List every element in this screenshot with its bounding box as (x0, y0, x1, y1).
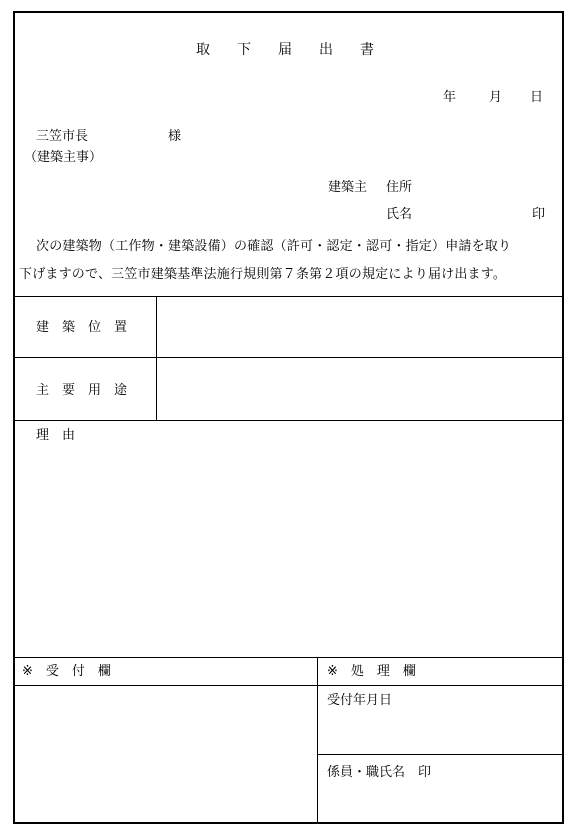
addressee-sub: （建築主事） (24, 150, 103, 165)
divider-fields-top (13, 296, 564, 297)
processing-header: ※処理欄 (327, 664, 429, 679)
date-day-label: 日 (530, 90, 544, 105)
applicant-address-label: 住所 (386, 180, 413, 195)
date-month-label: 月 (489, 90, 503, 105)
use-label: 主要用途 (36, 383, 141, 398)
divider-footer-column (317, 657, 318, 824)
addressee-honorific: 様 (168, 129, 182, 144)
divider-footer-header (13, 685, 564, 686)
form-frame (13, 11, 564, 824)
applicant-name-label: 氏名 (386, 207, 413, 222)
body-line-2: 下げますので、三笠市建築基準法施行規則第７条第２項の規定により届け出ます。 (19, 267, 507, 282)
applicant-role-label: 建築主 (328, 180, 368, 195)
date-year-label: 年 (443, 90, 457, 105)
divider-location (13, 357, 564, 358)
location-label: 建築位置 (36, 320, 141, 335)
divider-processing-rows (317, 754, 564, 755)
received-date-label: 受付年月日 (327, 693, 393, 708)
reason-label: 理由 (36, 428, 89, 443)
body-line-1: 次の建築物（工作物・建築設備）の確認（許可・認定・認可・指定）申請を取り (36, 239, 512, 254)
seal-mark: 印 (532, 207, 546, 222)
addressee-name: 三笠市長 (36, 129, 89, 144)
divider-footer-top (13, 657, 564, 658)
divider-label-column (156, 296, 157, 420)
reception-header: ※受付欄 (22, 664, 124, 679)
form-title: 取下届出書 (196, 42, 401, 58)
staff-label: 係員・職氏名 印 (327, 765, 432, 780)
divider-use (13, 420, 564, 421)
